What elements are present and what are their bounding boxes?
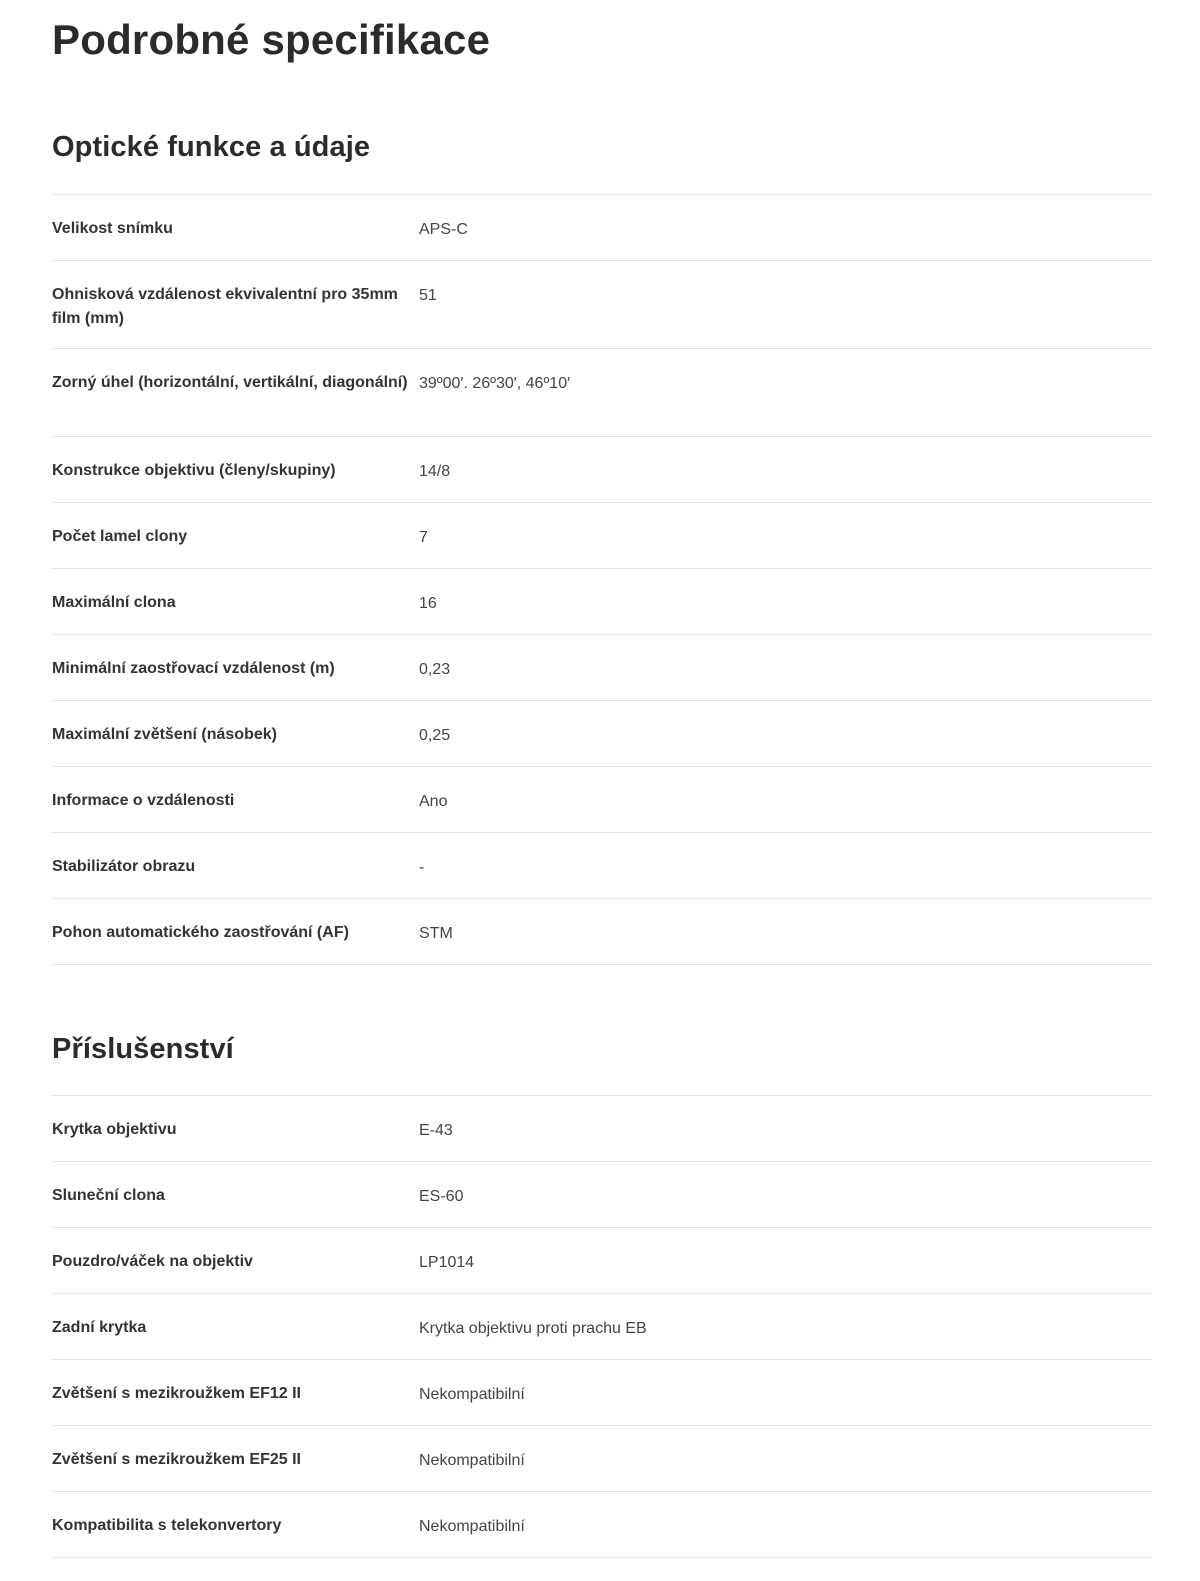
spec-label: Pouzdro/váček na objektiv [52,1253,253,1270]
spec-row [52,261,1152,349]
spec-label: Zadní krytka [52,1319,147,1336]
spec-label: Počet lamel clony [52,528,188,545]
section-title-optical: Optické funkce a údaje [52,131,371,163]
spec-row [52,767,1152,833]
spec-value: Krytka objektivu proti prachu EB [419,1320,647,1337]
spec-label: Velikost snímku [52,220,173,237]
spec-row [52,1426,1152,1492]
spec-value: STM [419,925,453,942]
spec-label: Stabilizátor obrazu [52,858,196,875]
spec-label: Krytka objektivu [52,1121,177,1138]
spec-row [52,1228,1152,1294]
spec-label: Informace o vzdálenosti [52,792,235,809]
spec-row [52,1096,1152,1162]
spec-value: APS-C [419,221,468,238]
spec-label: Zvětšení s mezikroužkem EF25 II [52,1451,301,1468]
spec-label: Zvětšení s mezikroužkem EF12 II [52,1385,301,1402]
spec-label: Kompatibilita s telekonvertory [52,1517,282,1534]
spec-value: 7 [419,529,428,546]
spec-value: 39º00′. 26º30′, 46º10′ [419,375,571,392]
spec-row [52,1294,1152,1360]
optical-spec-table [52,194,1152,965]
spec-label: Ohnisková vzdálenost ekvivalentní pro 35mm film (mm) [52,286,398,327]
spec-label: Pohon automatického zaostřování (AF) [52,924,349,941]
section-title-accessories: Příslušenství [52,1033,234,1065]
spec-value: Nekompatibilní [419,1518,525,1535]
spec-row [52,569,1152,635]
spec-value: E-43 [419,1122,453,1139]
spec-value: 0,23 [419,661,451,678]
spec-row [52,503,1152,569]
spec-value: 16 [419,595,437,612]
spec-label: Konstrukce objektivu (členy/skupiny) [52,462,336,479]
spec-label: Sluneční clona [52,1187,165,1204]
spec-row [52,701,1152,767]
spec-label: Zorný úhel (horizontální, vertikální, diagonální) [52,374,408,391]
spec-row [52,635,1152,701]
spec-row [52,1492,1152,1558]
spec-value: LP1014 [419,1254,475,1271]
spec-value: Ano [419,793,448,810]
accessories-spec-table [52,1095,1152,1558]
spec-row [52,349,1152,437]
spec-row [52,833,1152,899]
spec-row [52,437,1152,503]
spec-value: - [419,859,425,876]
spec-value: Nekompatibilní [419,1452,525,1469]
accessories-section [52,965,1152,1558]
spec-label: Maximální zvětšení (násobek) [52,726,277,743]
spec-row [52,1162,1152,1228]
spec-label: Maximální clona [52,594,176,611]
spec-value: 51 [419,287,437,304]
spec-value: 0,25 [419,727,451,744]
spec-value: ES-60 [419,1188,464,1205]
spec-value: Nekompatibilní [419,1386,525,1403]
spec-value: 14/8 [419,463,451,480]
spec-label: Minimální zaostřovací vzdálenost (m) [52,660,335,677]
spec-row [52,195,1152,261]
optical-section [52,66,1152,965]
spec-row [52,899,1152,965]
spec-row [52,1360,1152,1426]
page-title: Podrobné specifikace [52,16,491,63]
